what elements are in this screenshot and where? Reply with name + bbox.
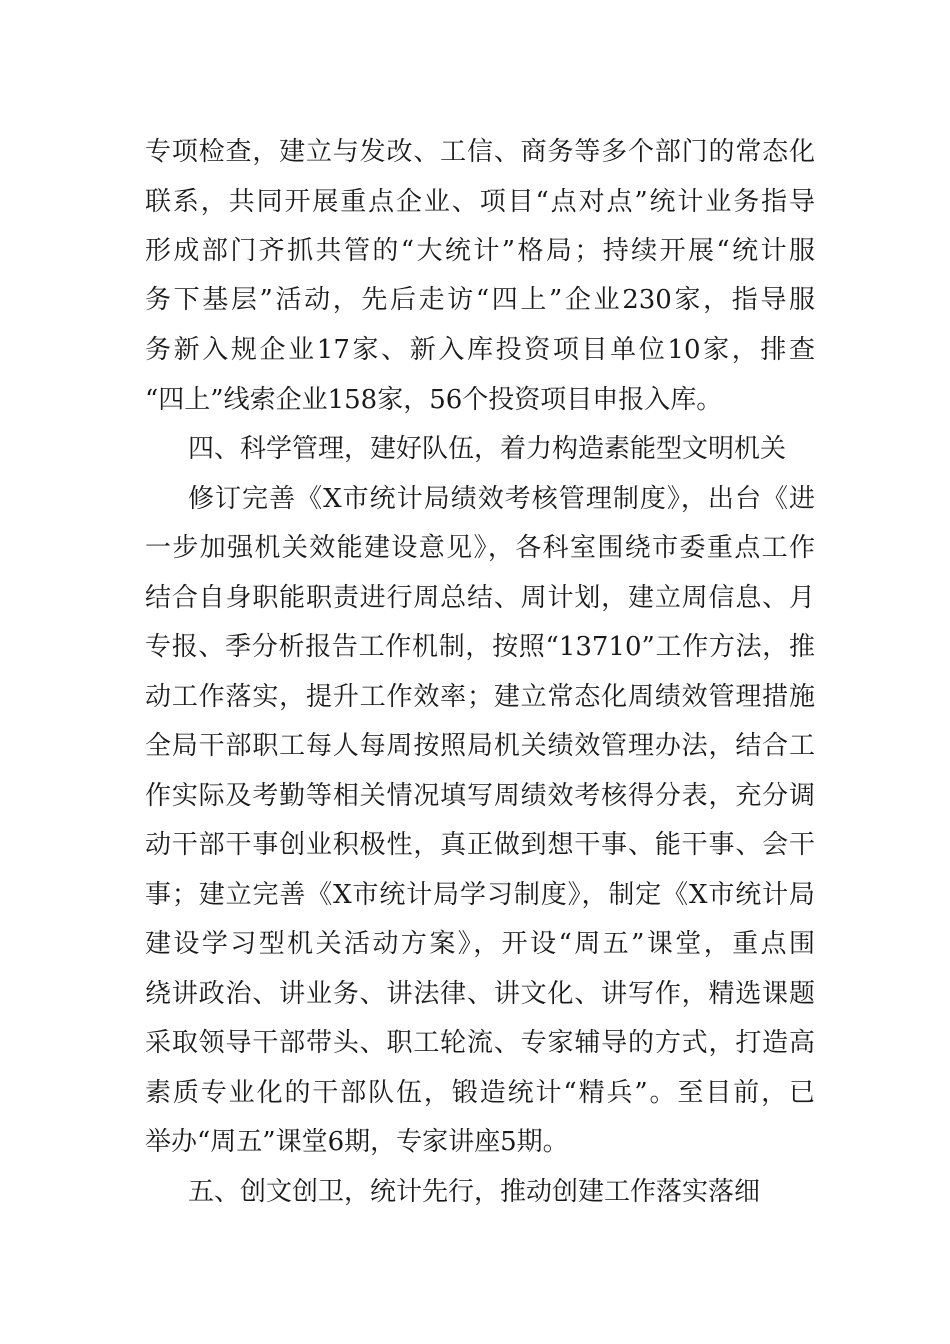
paragraph-line: 作实际及考勤等相关情况填写周绩效考核得分表，充分调 bbox=[145, 781, 815, 811]
paragraph-line: 素质专业化的干部队伍，锻造统计“精兵”。至目前，已 bbox=[145, 1078, 815, 1108]
paragraph-line: 务下基层”活动，先后走访“四上”企业230家，指导服 bbox=[145, 285, 815, 315]
paragraph-last-line: 举办“周五”课堂6期，专家讲座5期。 bbox=[145, 1127, 569, 1157]
paragraph-line: 事；建立完善《X市统计局学习制度》，制定《X市统计局 bbox=[145, 880, 815, 910]
section-heading-4: 四、科学管理，建好队伍，着力构造素能型文明机关 bbox=[188, 434, 787, 464]
paragraph-line: 专项检查，建立与发改、工信、商务等多个部门的常态化 bbox=[145, 137, 815, 167]
paragraph-line: 动干部干事创业积极性，真正做到想干事、能干事、会干 bbox=[145, 830, 815, 860]
paragraph-line: 务新入规企业17家、新入库投资项目单位10家，排查 bbox=[145, 335, 815, 365]
paragraph-line: 结合自身职能职责进行周总结、周计划，建立周信息、月 bbox=[145, 583, 815, 613]
paragraph-line: 建设学习型机关活动方案》，开设“周五”课堂，重点围 bbox=[145, 929, 815, 959]
paragraph-line: 动工作落实，提升工作效率；建立常态化周绩效管理措施 bbox=[145, 682, 815, 712]
paragraph-line: 形成部门齐抓共管的“大统计”格局；持续开展“统计服 bbox=[145, 236, 815, 266]
paragraph-last-line: “四上”线索企业158家，56个投资项目申报入库。 bbox=[145, 385, 723, 415]
paragraph-line: 采取领导干部带头、职工轮流、专家辅导的方式，打造高 bbox=[145, 1028, 815, 1058]
paragraph-first-line: 修订完善《X市统计局绩效考核管理制度》，出台《进 bbox=[188, 484, 815, 514]
paragraph-line: 联系，共同开展重点企业、项目“点对点”统计业务指导 bbox=[145, 187, 815, 217]
paragraph-line: 绕讲政治、讲业务、讲法律、讲文化、讲写作，精选课题 bbox=[145, 979, 815, 1009]
paragraph-line: 专报、季分析报告工作机制，按照“13710”工作方法，推 bbox=[145, 632, 815, 662]
paragraph-line: 一步加强机关效能建设意见》，各科室围绕市委重点工作 bbox=[145, 533, 815, 563]
paragraph-line: 全局干部职工每人每周按照局机关绩效管理办法，结合工 bbox=[145, 731, 815, 761]
section-heading-5: 五、创文创卫，统计先行，推动创建工作落实落细 bbox=[188, 1177, 761, 1207]
